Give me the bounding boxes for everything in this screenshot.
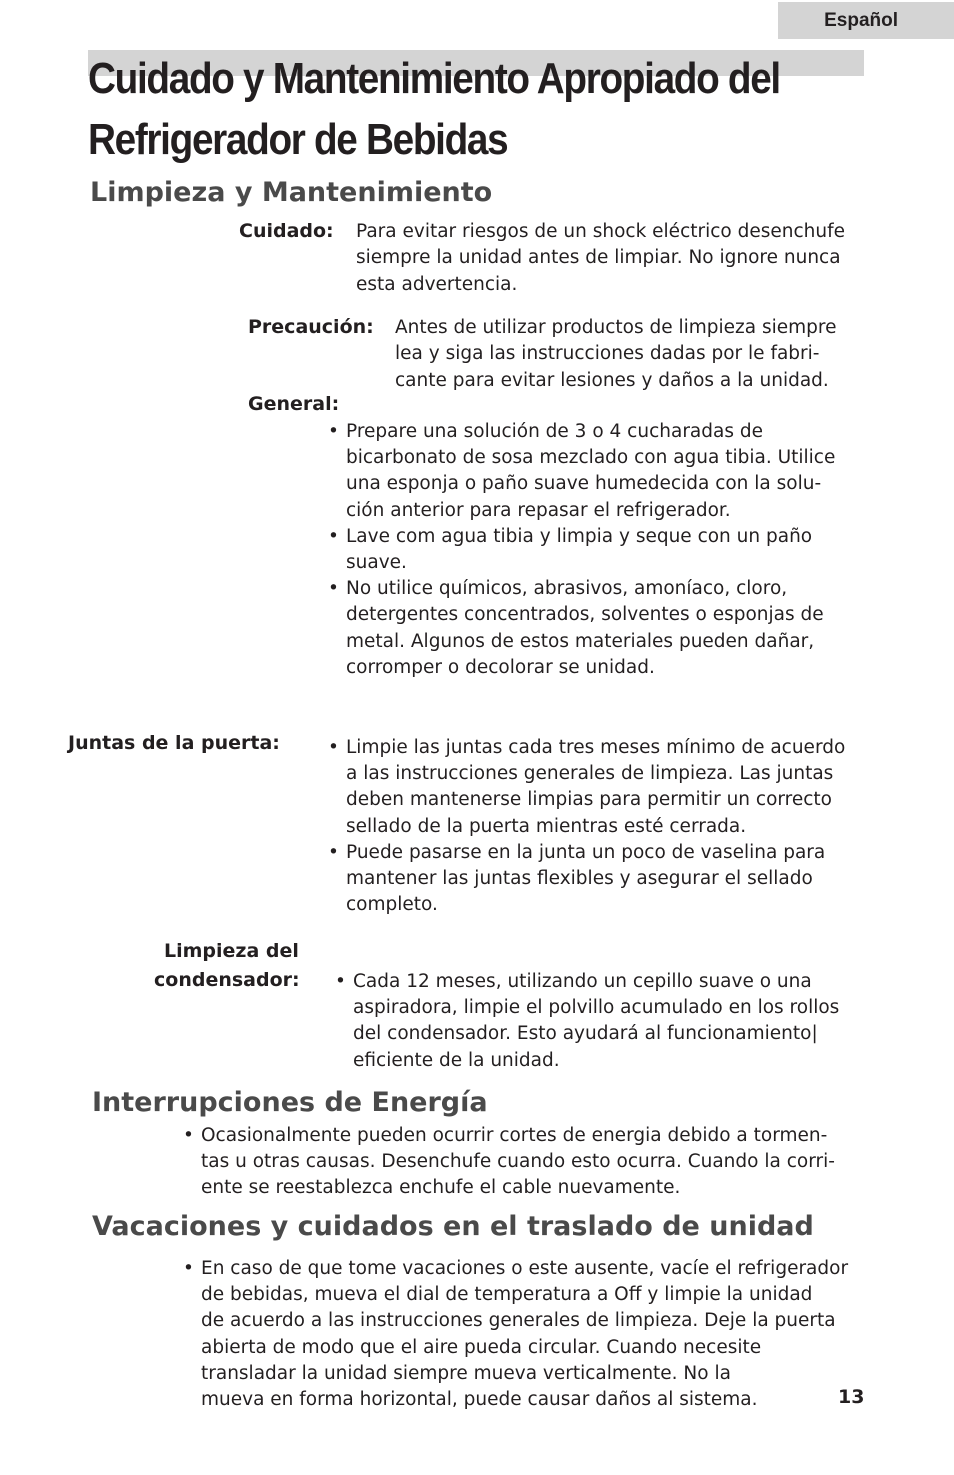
list-line: Puede pasarse en la junta un poco de vaselina para: [346, 841, 826, 863]
list-line: ente se reestablezca enchufe el cable nuevamente.: [201, 1177, 681, 1199]
language-tab: Español: [778, 2, 954, 39]
section-heading-energia: Interrupciones de Energía: [92, 1087, 488, 1118]
list-line: Ocasionalmente pueden ocurrir cortes de energia debido a tormen-: [201, 1125, 828, 1146]
list-item: [328, 419, 835, 524]
list-line: una esponja o paño suave humedecida con la solu-: [346, 473, 822, 495]
cuidado-label: Cuidado:: [239, 220, 334, 242]
section-heading-vacaciones: Vacaciones y cuidados en el traslado de unidad: [92, 1211, 814, 1242]
list-line: Lave com agua tibia y limpia y seque con un paño: [346, 525, 813, 547]
list-line: de acuerdo a las instrucciones generales de limpieza. Deje la puerta: [201, 1310, 836, 1332]
bullet-icon: •: [183, 1258, 194, 1279]
section-heading-limpieza: Limpieza y Mantenimiento: [90, 177, 493, 208]
list-item: [183, 1256, 848, 1413]
bullet-icon: •: [328, 421, 339, 442]
list-item: [328, 576, 835, 681]
condensador-list: [335, 969, 839, 1074]
general-label: General:: [248, 393, 340, 415]
list-item: [328, 524, 835, 576]
precaucion-line: Antes de utilizar productos de limpieza siempre: [395, 317, 837, 338]
list-item: [183, 1123, 835, 1202]
bullet-icon: •: [328, 841, 339, 863]
energia-list: [183, 1123, 835, 1202]
list-line: mueva en forma horizontal, puede causar daños al sistema.: [201, 1389, 758, 1411]
list-line: suave.: [346, 552, 407, 574]
bullet-icon: •: [328, 578, 339, 600]
list-line: Limpie las juntas cada tres meses mínimo de acuerdo: [346, 737, 846, 758]
list-line: detergentes concentrados, solventes o esponjas de: [346, 604, 824, 626]
list-line: No utilice químicos, abrasivos, amoníaco, cloro,: [346, 578, 788, 600]
list-line: deben mantenerse limpias para permitir un correcto: [346, 789, 833, 811]
list-line: Cada 12 meses, utilizando un cepillo suave o una: [353, 971, 812, 992]
list-line: a las instrucciones generales de limpieza. Las juntas: [346, 763, 834, 785]
juntas-list: [328, 735, 845, 918]
vacaciones-list: [183, 1256, 848, 1413]
bullet-icon: •: [335, 971, 346, 992]
list-line: bicarbonato de sosa mezclado con agua tibia. Utilice: [346, 447, 836, 469]
title-line-1: Cuidado y Mantenimiento Apropiado del: [88, 54, 780, 103]
list-line: transladar la unidad siempre mueva verticalmente. No la: [201, 1362, 731, 1384]
list-line: tas u otras causas. Desenchufe cuando esto ocurra. Cuando la corri-: [201, 1151, 835, 1173]
list-line: Prepare una solución de 3 o 4 cucharadas de: [346, 421, 763, 442]
cuidado-line: Para evitar riesgos de un shock eléctrico desenchufe: [356, 221, 845, 242]
precaucion-label: Precaución:: [248, 316, 374, 338]
cuidado-text: [356, 219, 845, 298]
page-title: [88, 48, 792, 170]
bullet-icon: •: [328, 737, 339, 758]
juntas-label: Juntas de la puerta:: [68, 732, 280, 754]
list-line: eficiente de la unidad.: [353, 1049, 560, 1071]
title-line-2: Refrigerador de Bebidas: [88, 115, 508, 164]
list-line: sellado de la puerta mientras esté cerrada.: [346, 815, 747, 837]
precaucion-line: lea y siga las instrucciones dadas por le fabri-: [395, 343, 820, 365]
list-line: ción anterior para repasar el refrigerador.: [346, 499, 731, 521]
page-number: 13: [838, 1386, 865, 1408]
list-line: mantener las juntas flexibles y asegurar el sellado: [346, 868, 813, 890]
list-line: metal. Algunos de estos materiales pueden dañar,: [346, 630, 815, 652]
bullet-icon: •: [183, 1125, 194, 1146]
list-line: corromper o decolorar se unidad.: [346, 656, 655, 678]
list-line: del condensador. Esto ayudará al funcionamiento|: [353, 1023, 818, 1045]
cuidado-line: siempre la unidad antes de limpiar. No ignore nunca: [356, 247, 841, 269]
list-line: abierta de modo que el aire pueda circular. Cuando necesite: [201, 1336, 762, 1358]
list-line: de bebidas, mueva el dial de temperatura a Off y limpie la unidad: [201, 1284, 813, 1306]
bullet-icon: •: [328, 525, 339, 547]
condensador-label-line-2: condensador:: [154, 969, 300, 991]
list-line: completo.: [346, 894, 438, 916]
cuidado-line: esta advertencia.: [356, 273, 518, 295]
list-item: [328, 840, 845, 919]
precaucion-text: [395, 315, 836, 394]
list-item: [328, 735, 845, 840]
general-list: [328, 419, 835, 681]
list-line: aspiradora, limpie el polvillo acumulado en los rollos: [353, 997, 840, 1019]
condensador-label-line-1: Limpieza del: [164, 940, 299, 962]
list-line: En caso de que tome vacaciones o este ausente, vacíe el refrigerador: [201, 1258, 849, 1279]
list-item: [335, 969, 839, 1074]
precaucion-line: cante para evitar lesiones y daños a la unidad.: [395, 369, 829, 391]
